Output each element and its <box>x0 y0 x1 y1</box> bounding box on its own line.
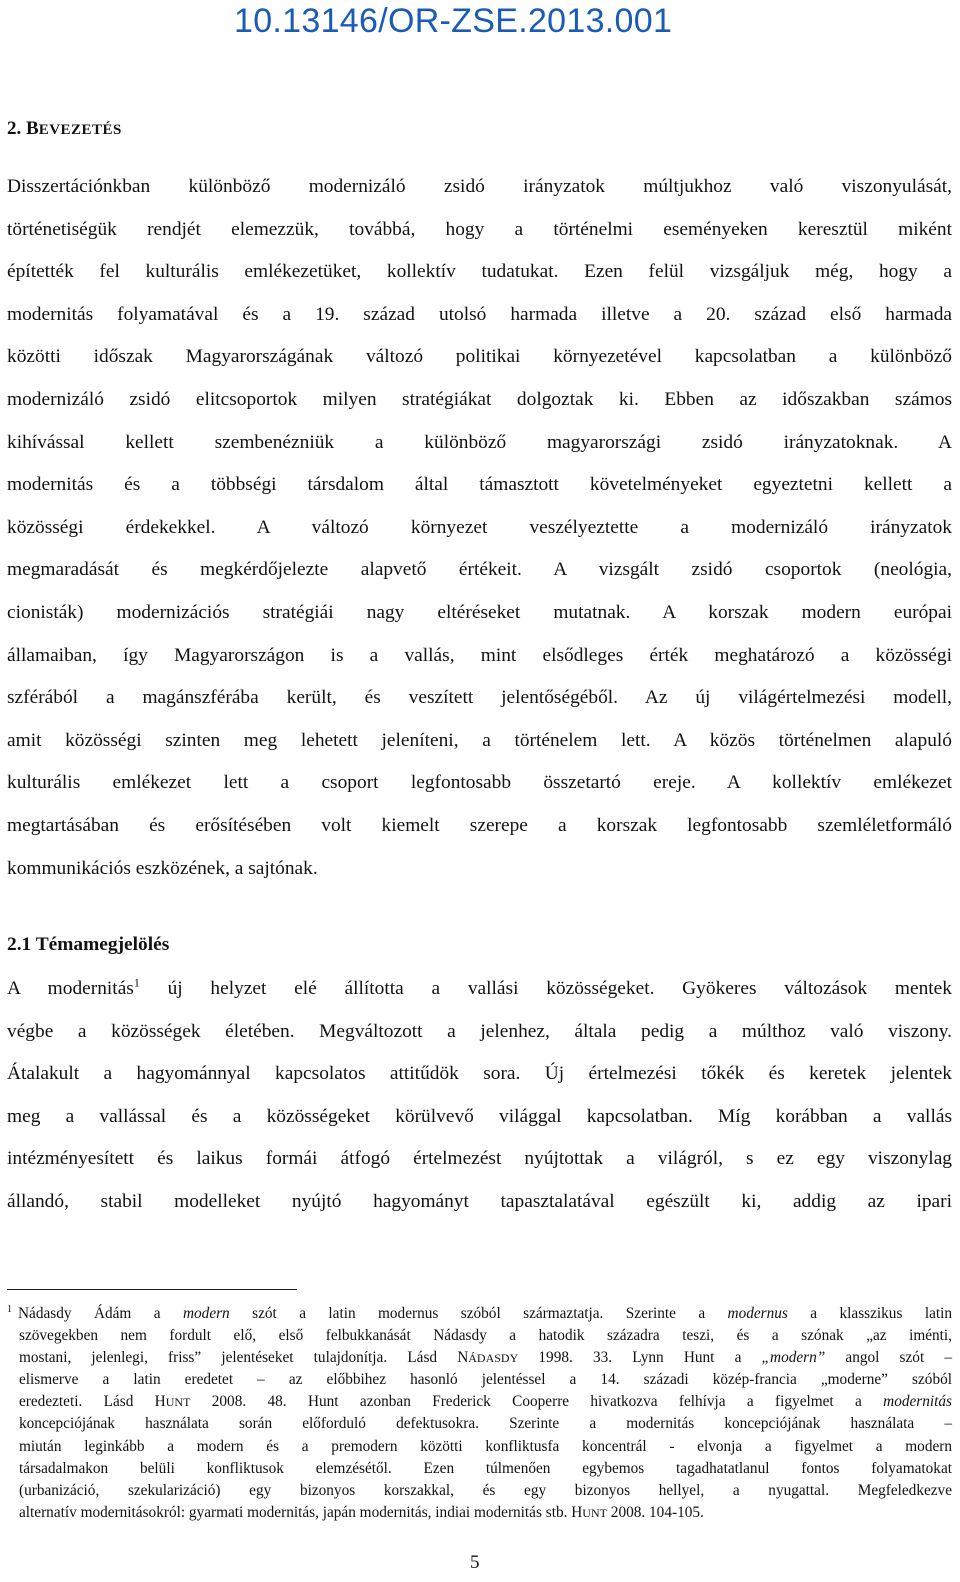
footnote-line: elismerve a latin eredetet – az előbbihez hasonló jelentéssel a 14. századi közép-francia „moderne” szóból <box>19 1371 952 1389</box>
footnote-reference[interactable]: 1 <box>133 975 140 990</box>
paragraph-line: modernitás és a többségi társdalom által támasztott követelményeket egyeztetni kellett a <box>7 474 952 496</box>
paragraph-line: közötti időszak Magyarországának változó politikai környezetével kapcsolatban a különböző <box>7 346 952 368</box>
footnote-line <box>7 1391 952 1413</box>
text-run: 2008. 48. Hunt azonban Frederick Cooperre hivatkozva felhívja a figyelmet a <box>190 1393 884 1411</box>
paragraph-line: államaiban, így Magyarországon is a vallás, mint elsődleges érték meghatározó a közösségi <box>7 644 952 666</box>
text-run: a klasszikus latin <box>787 1305 953 1322</box>
text-run: Nádasdy Ádám a <box>18 1305 183 1322</box>
footnote-number: 1 <box>7 1303 12 1315</box>
paragraph-line: intézményesített és laikus formái átfogó értelmezést nyújtottak a világról, s ez egy viszonylag <box>7 1148 952 1170</box>
section-title-initial: B <box>26 118 39 139</box>
paragraph-line: közösségi érdekekkel. A változó környezet veszélyeztette a modernizáló irányzatok <box>7 516 952 538</box>
footnote-line <box>7 1347 952 1369</box>
footnote-separator <box>7 1289 297 1290</box>
text-run: modern <box>182 1305 230 1322</box>
footnote-line: szövegekben nem fordult elő, első felbukkanását Nádasdy a hatodik századra teszi, és a szónak „az iménti, <box>19 1327 952 1345</box>
paragraph-line: modernitás folyamatával és a 19. század utolsó harmada illetve a 20. század első harmada <box>7 303 952 325</box>
paragraph-line: történetiségük rendjét elemezzük, továbbá, hogy a történelmi eseményeken keresztül miként <box>7 218 952 240</box>
paragraph-line: Átalakult a hagyománnyal kapcsolatos attitűdök sora. Új értelmezési tőkék és keretek jelentek <box>7 1063 952 1085</box>
text-run: angol szót – <box>825 1349 952 1367</box>
text-run: eredezteti. Lásd H <box>19 1393 166 1411</box>
text-run: alternatív modernitásokról: gyarmati modernitás, japán modernitás, indiai modernitás stb. H <box>19 1503 583 1521</box>
page-number: 5 <box>470 1552 480 1573</box>
footnote-line: koncepciójának használata során előforduló defektusokra. Szerinte a modernitás koncepciójának használata – <box>19 1415 952 1433</box>
footnote-line <box>7 1303 952 1325</box>
subsection-heading: 2.1 Témamegjelölés <box>7 934 170 955</box>
text-run: A modernitás <box>7 978 134 999</box>
text-run: UNT <box>582 1505 607 1520</box>
text-run: mostani, jelenlegi, friss” jelentéseket tulajdonítja. Lásd N <box>19 1349 469 1367</box>
text-run: szót a latin modernus szóból származtatja. Szerinte a <box>229 1305 728 1322</box>
section-title-rest: EVEZETÉS <box>38 122 122 138</box>
paragraph-line: amit közösségi szinten meg lehetett jeleníteni, a történelem lett. A közös történelmen alapuló <box>7 729 952 751</box>
text-run: ÁDASDY <box>468 1351 519 1366</box>
footnote-line <box>7 1502 952 1524</box>
paragraph-line: építették fel kulturális emlékezetüket, kollektív tudatukat. Ezen felül vizsgáljuk még, hogy a <box>7 261 952 283</box>
paragraph-line: kommunikációs eszközének, a sajtónak. <box>7 857 318 879</box>
paragraph-line: végbe a közösségek életében. Megváltozott a jelenhez, általa pedig a múlthoz való viszony. <box>7 1020 952 1042</box>
paragraph-line: állandó, stabil modelleket nyújtó hagyományt tapasztalatával egészült ki, addig az ipari <box>7 1190 952 1212</box>
section-number: 2. <box>7 118 22 139</box>
doi-header[interactable]: 10.13146/OR-ZSE.2013.001 <box>234 2 673 40</box>
text-run: modernus <box>727 1305 788 1322</box>
paragraph-line <box>7 968 952 1011</box>
intro-paragraph <box>7 166 952 890</box>
text-run: modernitás <box>883 1393 952 1411</box>
text-run: 1998. 33. Lynn Hunt a <box>518 1349 762 1367</box>
paragraph-line: megmaradását és megkérdőjelezte alapvető értékeit. A vizsgált zsidó csoportok (neológia, <box>7 559 952 581</box>
footnote-line: (urbanizáció, szekularizáció) egy bizonyos korszakkal, és egy bizonyos hellyel, a nyugattal. Megfeledkezve <box>19 1481 952 1499</box>
footnote <box>7 1303 952 1524</box>
text-run: új helyzet elé állította a vallási közösségeket. Gyökeres változások mentek <box>139 978 952 999</box>
text-run: 2008. 104-105. <box>606 1503 704 1521</box>
text-run: UNT <box>165 1395 191 1410</box>
footnote-line: miután leginkább a modern és a premodern közötti konfliktusfa koncentrál - elvonja a figyelmet a modern <box>19 1437 952 1455</box>
paragraph-line: cionisták) modernizációs stratégiái nagy eltéréseket mutatnak. A korszak modern európai <box>7 601 952 623</box>
footnote-line: társadalmakon belüli konfliktusok elemzésétől. Ezen túlmenően egybemos tagadhatatlanul fontos folyamatokat <box>19 1459 952 1477</box>
paragraph-line: modernizáló zsidó elitcsoportok milyen stratégiákat dolgoztak ki. Ebben az időszakban számos <box>7 388 952 410</box>
paragraph-line: szférából a magánszférába került, és veszített jelentőségéből. Az új világértelmezési modell, <box>7 687 952 709</box>
paragraph-line: megtartásában és erősítésében volt kiemelt szerepe a korszak legfontosabb szemléletformáló <box>7 814 952 836</box>
subsection-paragraph <box>7 968 952 1224</box>
paragraph-line: kihívással kellett szembenézniük a különböző magyarországi zsidó irányzatoknak. A <box>7 431 952 453</box>
paragraph-line: Disszertációnkban különböző modernizáló zsidó irányzatok múltjukhoz való viszonyulását, <box>7 176 952 197</box>
paragraph-line: meg a vallással és a közösségeket körülvevő világgal kapcsolatban. Míg korábban a vallás <box>7 1105 952 1127</box>
section-heading <box>7 118 122 140</box>
text-run: „modern” <box>761 1349 826 1367</box>
paragraph-line: kulturális emlékezet lett a csoport legfontosabb összetartó ereje. A kollektív emlékezet <box>7 772 952 794</box>
